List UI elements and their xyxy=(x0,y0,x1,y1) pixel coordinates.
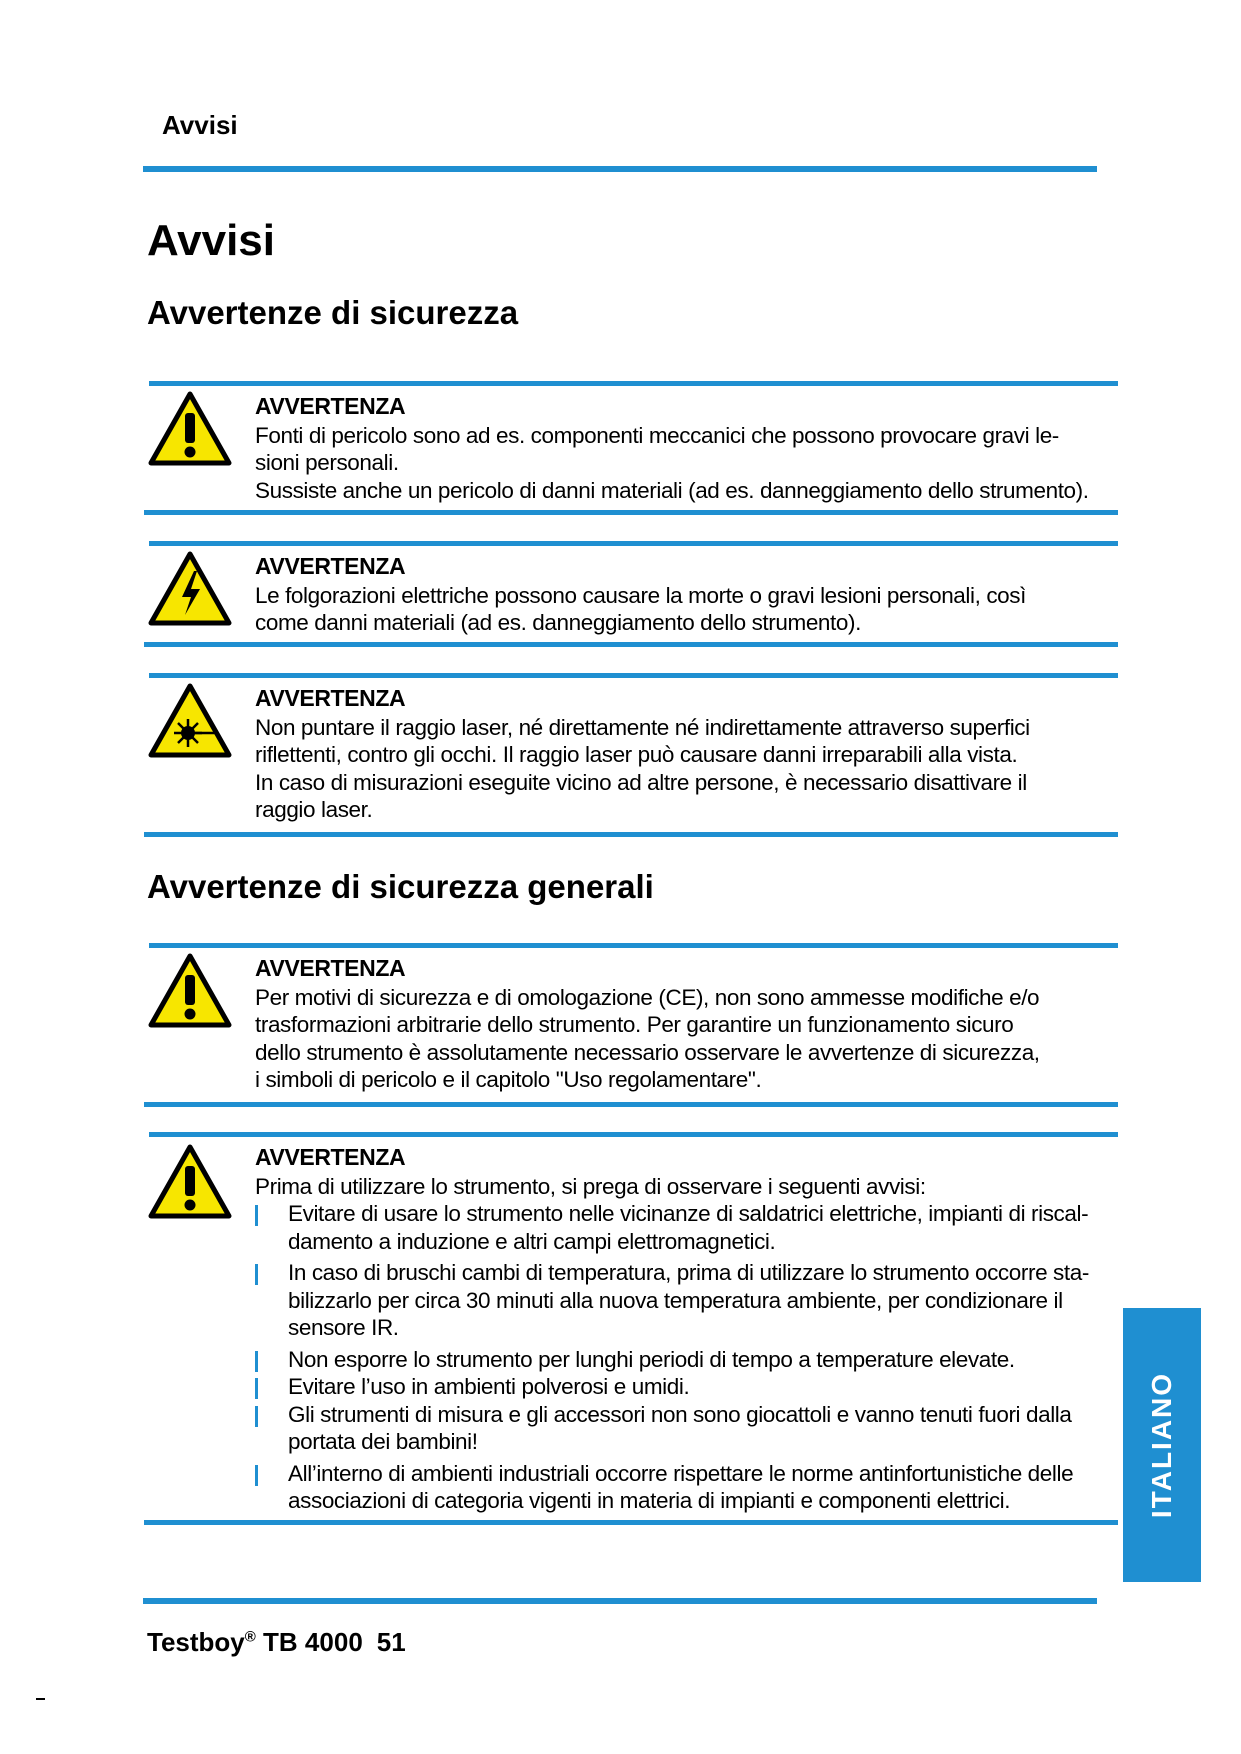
warning-rule-top xyxy=(149,381,1118,386)
warning-text-line: dello strumento è assolutamente necessario osservare le avvertenze di sicurezza, xyxy=(255,1039,1040,1065)
bullet-line: Gli strumenti di misura e gli accessori non sono giocattoli e vanno tenuti fuori dalla xyxy=(288,1401,1072,1427)
warning-text-line: Fonti di pericolo sono ad es. componenti meccanici che possono provocare gravi le- xyxy=(255,422,1059,448)
bullet-line: bilizzarlo per circa 30 minuti alla nuova temperatura ambiente, per condizionare il xyxy=(288,1287,1063,1313)
section-heading-general-safety: Avvertenze di sicurezza generali xyxy=(147,868,654,905)
warning-intro: Prima di utilizzare lo strumento, si prega di osservare i seguenti avvisi: xyxy=(255,1173,926,1199)
bullet-line: All’interno di ambienti industriali occorre rispettare le norme antinfortunistiche delle xyxy=(288,1460,1074,1486)
footer-product: Testboy xyxy=(147,1627,245,1657)
warning-text-line: In caso di misurazioni eseguite vicino ad altre persone, è necessario disattivare il xyxy=(255,769,1027,795)
warning-bullet-list xyxy=(255,1200,1114,1515)
bullet-marker xyxy=(255,1378,258,1399)
bullet-line: Non esporre lo strumento per lunghi periodi di tempo a temperature elevate. xyxy=(288,1346,1015,1372)
running-head: Avvisi xyxy=(162,110,238,140)
warning-rule-bottom xyxy=(144,1520,1118,1525)
bullet-marker xyxy=(255,1465,258,1486)
warning-rule-top xyxy=(149,943,1118,948)
bullet-marker xyxy=(255,1205,258,1226)
warning-box-usage xyxy=(144,1132,1118,1525)
bullet-line: Evitare di usare lo strumento nelle vicinanze di saldatrici elettriche, impianti di riscal- xyxy=(288,1201,1089,1226)
warning-text-line: come danni materiali (ad es. danneggiamento dello strumento). xyxy=(255,610,861,635)
warning-rule-top xyxy=(149,541,1118,546)
general-warning-icon xyxy=(148,953,232,1029)
warning-rule-bottom xyxy=(144,1102,1118,1107)
warning-box-laser xyxy=(144,673,1118,837)
warning-text-line: sioni personali. xyxy=(255,450,399,475)
laser-warning-icon xyxy=(148,683,232,759)
list-item xyxy=(255,1460,1114,1515)
warning-rule-bottom xyxy=(144,832,1118,837)
warning-label: AVVERTENZA xyxy=(255,553,406,579)
bullet-line: associazioni di categoria vigenti in materia di impianti e componenti elettrici. xyxy=(288,1488,1011,1513)
section-heading-safety: Avvertenze di sicurezza xyxy=(147,294,519,331)
list-item xyxy=(255,1259,1114,1342)
bullet-line: In caso di bruschi cambi di temperatura, prima di utilizzare lo strumento occorre sta- xyxy=(288,1260,1089,1285)
warning-box-modifications xyxy=(144,943,1118,1107)
warning-rule-top xyxy=(149,1132,1118,1137)
warning-label: AVVERTENZA xyxy=(255,955,406,981)
footer-model: TB 4000 xyxy=(255,1627,363,1657)
bullet-line: damento a induzione e altri campi elettromagnetici. xyxy=(288,1228,776,1254)
bullet-marker xyxy=(255,1264,258,1285)
list-item xyxy=(255,1200,1114,1255)
list-item xyxy=(255,1346,1114,1374)
warning-rule-bottom xyxy=(144,642,1118,647)
warning-text-line: Per motivi di sicurezza e di omologazione (CE), non sono ammesse modifiche e/o xyxy=(255,984,1040,1010)
electric-shock-warning-icon xyxy=(148,551,232,627)
warning-rule-bottom xyxy=(144,510,1118,515)
warning-text-line: Sussiste anche un pericolo di danni materiali (ad es. danneggiamento dello strumento). xyxy=(255,477,1089,503)
warning-text-line: raggio laser. xyxy=(255,797,373,822)
warning-text-line: i simboli di pericolo e il capitolo "Uso regolamentare". xyxy=(255,1067,762,1092)
list-item xyxy=(255,1401,1114,1456)
warning-text-line: trasformazioni arbitrarie dello strumento. Per garantire un funzionamento sicuro xyxy=(255,1012,1014,1037)
warning-label: AVVERTENZA xyxy=(255,685,406,711)
bullet-line: portata dei bambini! xyxy=(288,1429,478,1454)
language-tab-label: ITALIANO xyxy=(1146,1371,1178,1519)
general-warning-icon xyxy=(148,391,232,467)
bullet-marker xyxy=(255,1406,258,1427)
footer-registered-mark: ® xyxy=(244,1628,256,1646)
bullet-line: sensore IR. xyxy=(288,1315,399,1340)
general-warning-icon xyxy=(148,1144,232,1220)
warning-text-line: Le folgorazioni elettriche possono causare la morte o gravi lesioni personali, così xyxy=(255,582,1026,608)
footer xyxy=(147,1627,406,1658)
warning-box-mechanical xyxy=(144,381,1118,515)
crop-mark xyxy=(36,1698,45,1700)
page-number: 51 xyxy=(376,1627,406,1657)
warning-box-electric xyxy=(144,541,1118,647)
warning-label: AVVERTENZA xyxy=(255,393,406,419)
language-tab xyxy=(1123,1308,1201,1582)
warning-text-line: Non puntare il raggio laser, né direttamente né indirettamente attraverso superfici xyxy=(255,714,1030,740)
header-rule xyxy=(143,166,1097,172)
warning-rule-top xyxy=(149,673,1118,678)
warning-text-line: riflettenti, contro gli occhi. Il raggio laser può causare danni irreparabili alla vista. xyxy=(255,742,1018,767)
bullet-line: Evitare l’uso in ambienti polverosi e umidi. xyxy=(288,1374,690,1399)
bullet-marker xyxy=(255,1351,258,1372)
footer-rule xyxy=(143,1598,1097,1604)
list-item xyxy=(255,1373,1114,1401)
page-title: Avvisi xyxy=(147,216,276,265)
warning-label: AVVERTENZA xyxy=(255,1144,406,1170)
